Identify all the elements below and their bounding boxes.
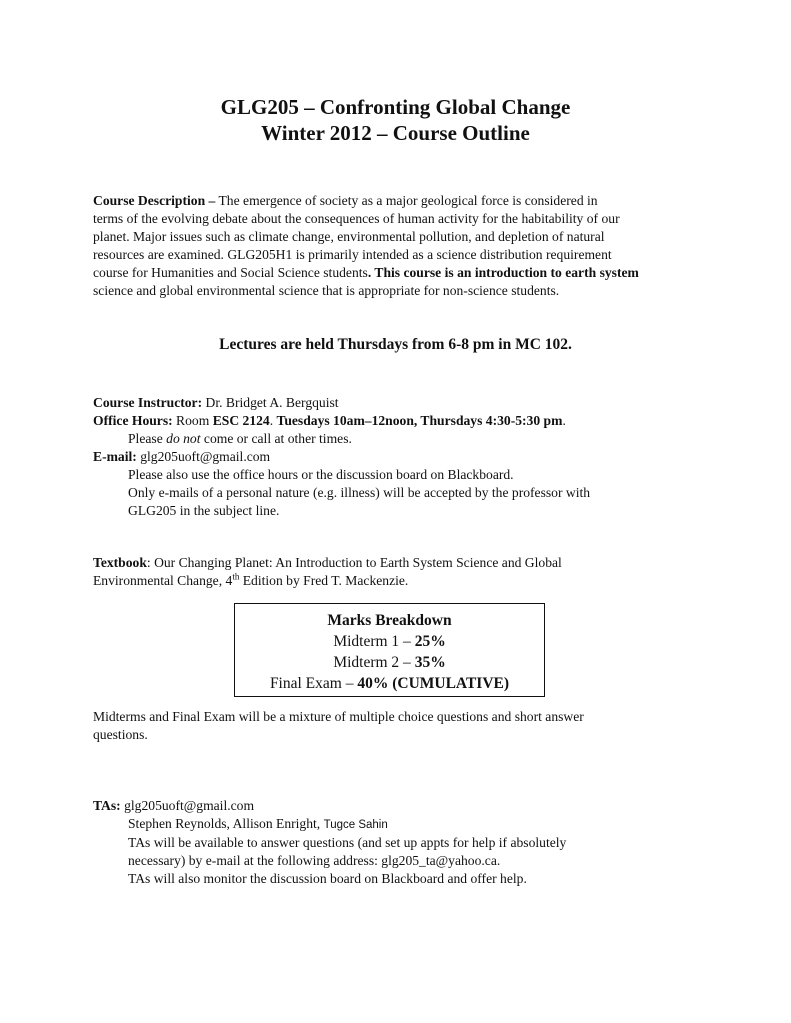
ta-email: glg205uoft@gmail.com (120, 798, 255, 813)
lectures-notice: Lectures are held Thursdays from 6-8 pm in MC 102. (219, 336, 572, 353)
marks-breakdown-box (234, 603, 545, 697)
textbook-label: Textbook (93, 555, 147, 570)
office-times: Tuesdays 10am–12noon, Thursdays 4:30-5:30 pm (276, 413, 563, 428)
description-label: Course Description – (93, 193, 216, 208)
office-hours-label: Office Hours: (93, 413, 173, 428)
office-room: ESC 2124 (212, 413, 270, 428)
marks-title: Marks Breakdown (327, 612, 452, 629)
marks-midterm2: Midterm 2 – 35% (333, 654, 446, 671)
instructor-name: Dr. Bridget A. Bergquist (202, 395, 339, 410)
page-subtitle: Winter 2012 – Course Outline (261, 121, 530, 145)
ta-label: TAs: (93, 798, 121, 813)
ta-section: TAs: glg205uoft@gmail.com Stephen Reynolds, Allison Enright, Tugce Sahin TAs will be available to answer questions (and set up appts for help if absolutely necessary) by e-mail at the following address: glg205_ta@yahoo.ca. TAs will also monitor the discussion board on Blackboard and offer help. (93, 798, 567, 886)
exam-note: Midterms and Final Exam will be a mixture of multiple choice questions and short answer questions. (93, 709, 584, 742)
marks-final: Final Exam – 40% (CUMULATIVE) (269, 675, 510, 692)
textbook-section: Textbook: Our Changing Planet: An Introduction to Earth System Science and Global Environmental Change, 4th Edition by Fred T. Mackenzie. (93, 555, 562, 588)
course-description: Course Description – The emergence of society as a major geological force is considered in terms of the evolving debate about the consequences of human activity for the habitability of our planet. Major issues such as climate change, environmental pollution, and depletion of natural resources are examined. GLG205H1 is primarily intended as a science distribution requirement course for Humanities and Social Science students. This course is an introduction to earth system science and global environmental science that is appropriate for non-science students. (93, 193, 639, 298)
page-title: GLG205 – Confronting Global Change (220, 95, 571, 119)
ta-names: Stephen Reynolds, Allison Enright, (128, 816, 324, 831)
instructor-section: Course Instructor: Dr. Bridget A. Bergquist Office Hours: Room ESC 2124. Tuesdays 10am–12noon, Thursdays 4:30-5:30 pm. Please do not come or call at other times. E-mail: glg205uoft@gmail.com Please also use the office hours or the discussion board on Blackboard. Only e-mails of a personal nature (e.g. illness) will be accepted by the professor with GLG205 in the subject line. (93, 395, 591, 518)
instructor-email: glg205uoft@gmail.com (136, 449, 271, 464)
email-label: E-mail: (93, 449, 137, 464)
instructor-label: Course Instructor: (93, 395, 203, 410)
marks-midterm1: Midterm 1 – 25% (333, 633, 446, 650)
